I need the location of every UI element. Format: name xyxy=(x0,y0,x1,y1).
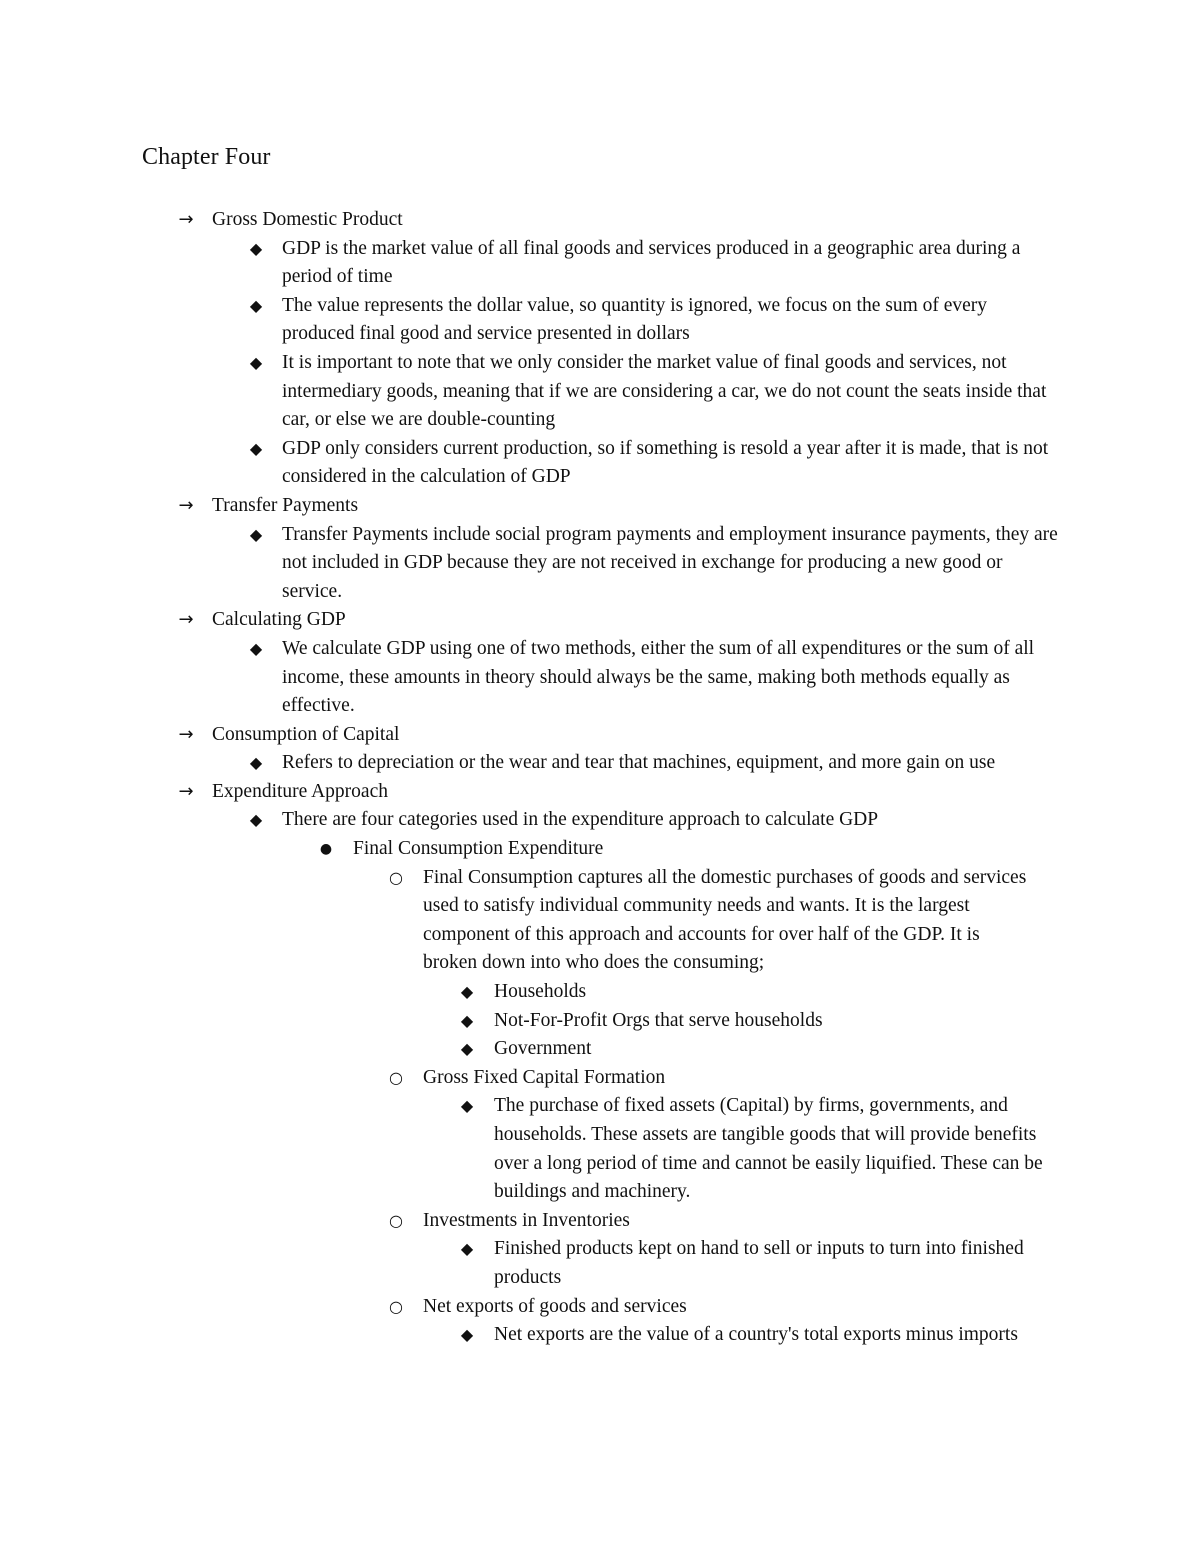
list-item-text: Finished products kept on hand to sell or inputs to turn into finished products xyxy=(494,1238,1024,1288)
diamond-bullet-icon: ◆ xyxy=(460,1010,474,1030)
list-item-text: Not-For-Profit Orgs that serve households xyxy=(494,1009,823,1031)
list-item-text: GDP is the market value of all final goods and services produced in a geographic area during a period of time xyxy=(282,237,1021,288)
list-item-text: Transfer Payments include social program payments and employment insurance payments, they are not included in GDP because they are not received in exchange for producing a new good or service. xyxy=(282,523,1058,602)
list-item-level-2 xyxy=(0,635,1200,721)
page-title: Chapter Four xyxy=(142,144,271,170)
list-item-text: Investments in Inventories xyxy=(423,1209,630,1231)
list-item-text: We calculate GDP using one of two methods, either the sum of all expenditures or the sum of all income, these amounts in theory should always be the same, making both methods equally as effective. xyxy=(282,637,1035,717)
list-item-text: Gross Domestic Product xyxy=(212,209,403,230)
list-item-level-2 xyxy=(0,349,1200,435)
list-item-text: Expenditure Approach xyxy=(212,780,388,802)
diamond-bullet-icon: ◆ xyxy=(460,1325,474,1345)
list-item-level-5 xyxy=(0,1092,1200,1206)
list-item-level-4 xyxy=(0,1064,1200,1093)
diamond-bullet-icon: ◆ xyxy=(249,638,263,658)
diamond-bullet-icon: ◆ xyxy=(460,1096,474,1116)
list-item-level-1 xyxy=(0,606,1200,635)
list-item-level-1 xyxy=(0,206,1200,235)
bullet-outline xyxy=(0,206,1200,1350)
arrow-right-icon: → xyxy=(178,494,194,516)
list-item-level-4 xyxy=(0,1293,1200,1322)
list-item-level-2 xyxy=(0,435,1200,492)
list-item-text: Calculating GDP xyxy=(212,609,346,631)
list-item-text: Gross Fixed Capital Formation xyxy=(423,1066,666,1088)
list-item-level-1 xyxy=(0,492,1200,521)
list-item-text: Households xyxy=(494,981,587,1003)
list-item-text: Final Consumption Expenditure xyxy=(353,838,604,860)
list-item-text: There are four categories used in the expenditure approach to calculate GDP xyxy=(282,809,879,831)
list-item-level-5 xyxy=(0,978,1200,1007)
circle-bullet-icon: ○ xyxy=(389,1210,403,1230)
list-item-level-4 xyxy=(0,864,1200,978)
dot-bullet-icon: ● xyxy=(319,841,333,858)
circle-bullet-icon: ○ xyxy=(389,1296,403,1316)
list-item-text: The value represents the dollar value, so quantity is ignored, we focus on the sum of every produced final good and service presented in dollars xyxy=(282,294,988,345)
circle-bullet-icon: ○ xyxy=(389,867,403,887)
list-item-level-3 xyxy=(0,835,1200,864)
list-item-level-2 xyxy=(0,806,1200,835)
list-item-text: Net exports are the value of a country's total exports minus imports xyxy=(494,1324,1018,1346)
diamond-bullet-icon: ◆ xyxy=(249,810,263,830)
list-item-text: GDP only considers current production, so if something is resold a year after it is made, that is not considered in the calculation of GDP xyxy=(282,437,1049,488)
list-item-level-2 xyxy=(0,235,1200,292)
diamond-bullet-icon: ◆ xyxy=(249,524,263,544)
list-item-level-1 xyxy=(0,721,1200,750)
diamond-bullet-icon: ◆ xyxy=(249,438,263,458)
list-item-level-5 xyxy=(0,1035,1200,1064)
list-item-level-5 xyxy=(0,1235,1200,1292)
list-item-text: Net exports of goods and services xyxy=(423,1295,687,1317)
list-item-text: Final Consumption captures all the domestic purchases of goods and services used to satisfy individual community needs and wants. It is the largest component of this approach and accounts for over half of the GDP. It is broken down into who does the consuming; xyxy=(423,866,1027,974)
list-item-level-2 xyxy=(0,292,1200,349)
diamond-bullet-icon: ◆ xyxy=(460,1239,474,1259)
list-item-text: Consumption of Capital xyxy=(212,723,400,745)
arrow-right-icon: → xyxy=(178,780,194,802)
diamond-bullet-icon: ◆ xyxy=(249,352,263,372)
diamond-bullet-icon: ◆ xyxy=(249,238,263,258)
arrow-right-icon: → xyxy=(178,609,194,631)
list-item-text: The purchase of fixed assets (Capital) by firms, governments, and households. These assets are tangible goods that will provide benefits over a long period of time and cannot be easily liquified. These can be buildings and machinery. xyxy=(494,1095,1043,1203)
arrow-right-icon: → xyxy=(178,209,194,230)
diamond-bullet-icon: ◆ xyxy=(460,982,474,1002)
list-item-level-4 xyxy=(0,1207,1200,1236)
list-item-text: Transfer Payments xyxy=(212,494,359,516)
list-item-text: Refers to depreciation or the wear and tear that machines, equipment, and more gain on use xyxy=(282,752,996,774)
diamond-bullet-icon: ◆ xyxy=(460,1039,474,1059)
list-item-level-2 xyxy=(0,749,1200,778)
circle-bullet-icon: ○ xyxy=(389,1067,403,1087)
list-item-text: It is important to note that we only consider the market value of final goods and services, not intermediary goods, meaning that if we are considering a car, we do not count the seats inside that car, or else we are double-counting xyxy=(282,351,1047,431)
list-item-level-5 xyxy=(0,1321,1200,1350)
list-item-level-2 xyxy=(0,521,1200,607)
list-item-text: Government xyxy=(494,1038,592,1060)
arrow-right-icon: → xyxy=(178,723,194,745)
list-item-level-5 xyxy=(0,1007,1200,1036)
diamond-bullet-icon: ◆ xyxy=(249,753,263,773)
diamond-bullet-icon: ◆ xyxy=(249,295,263,315)
list-item-level-1 xyxy=(0,778,1200,807)
